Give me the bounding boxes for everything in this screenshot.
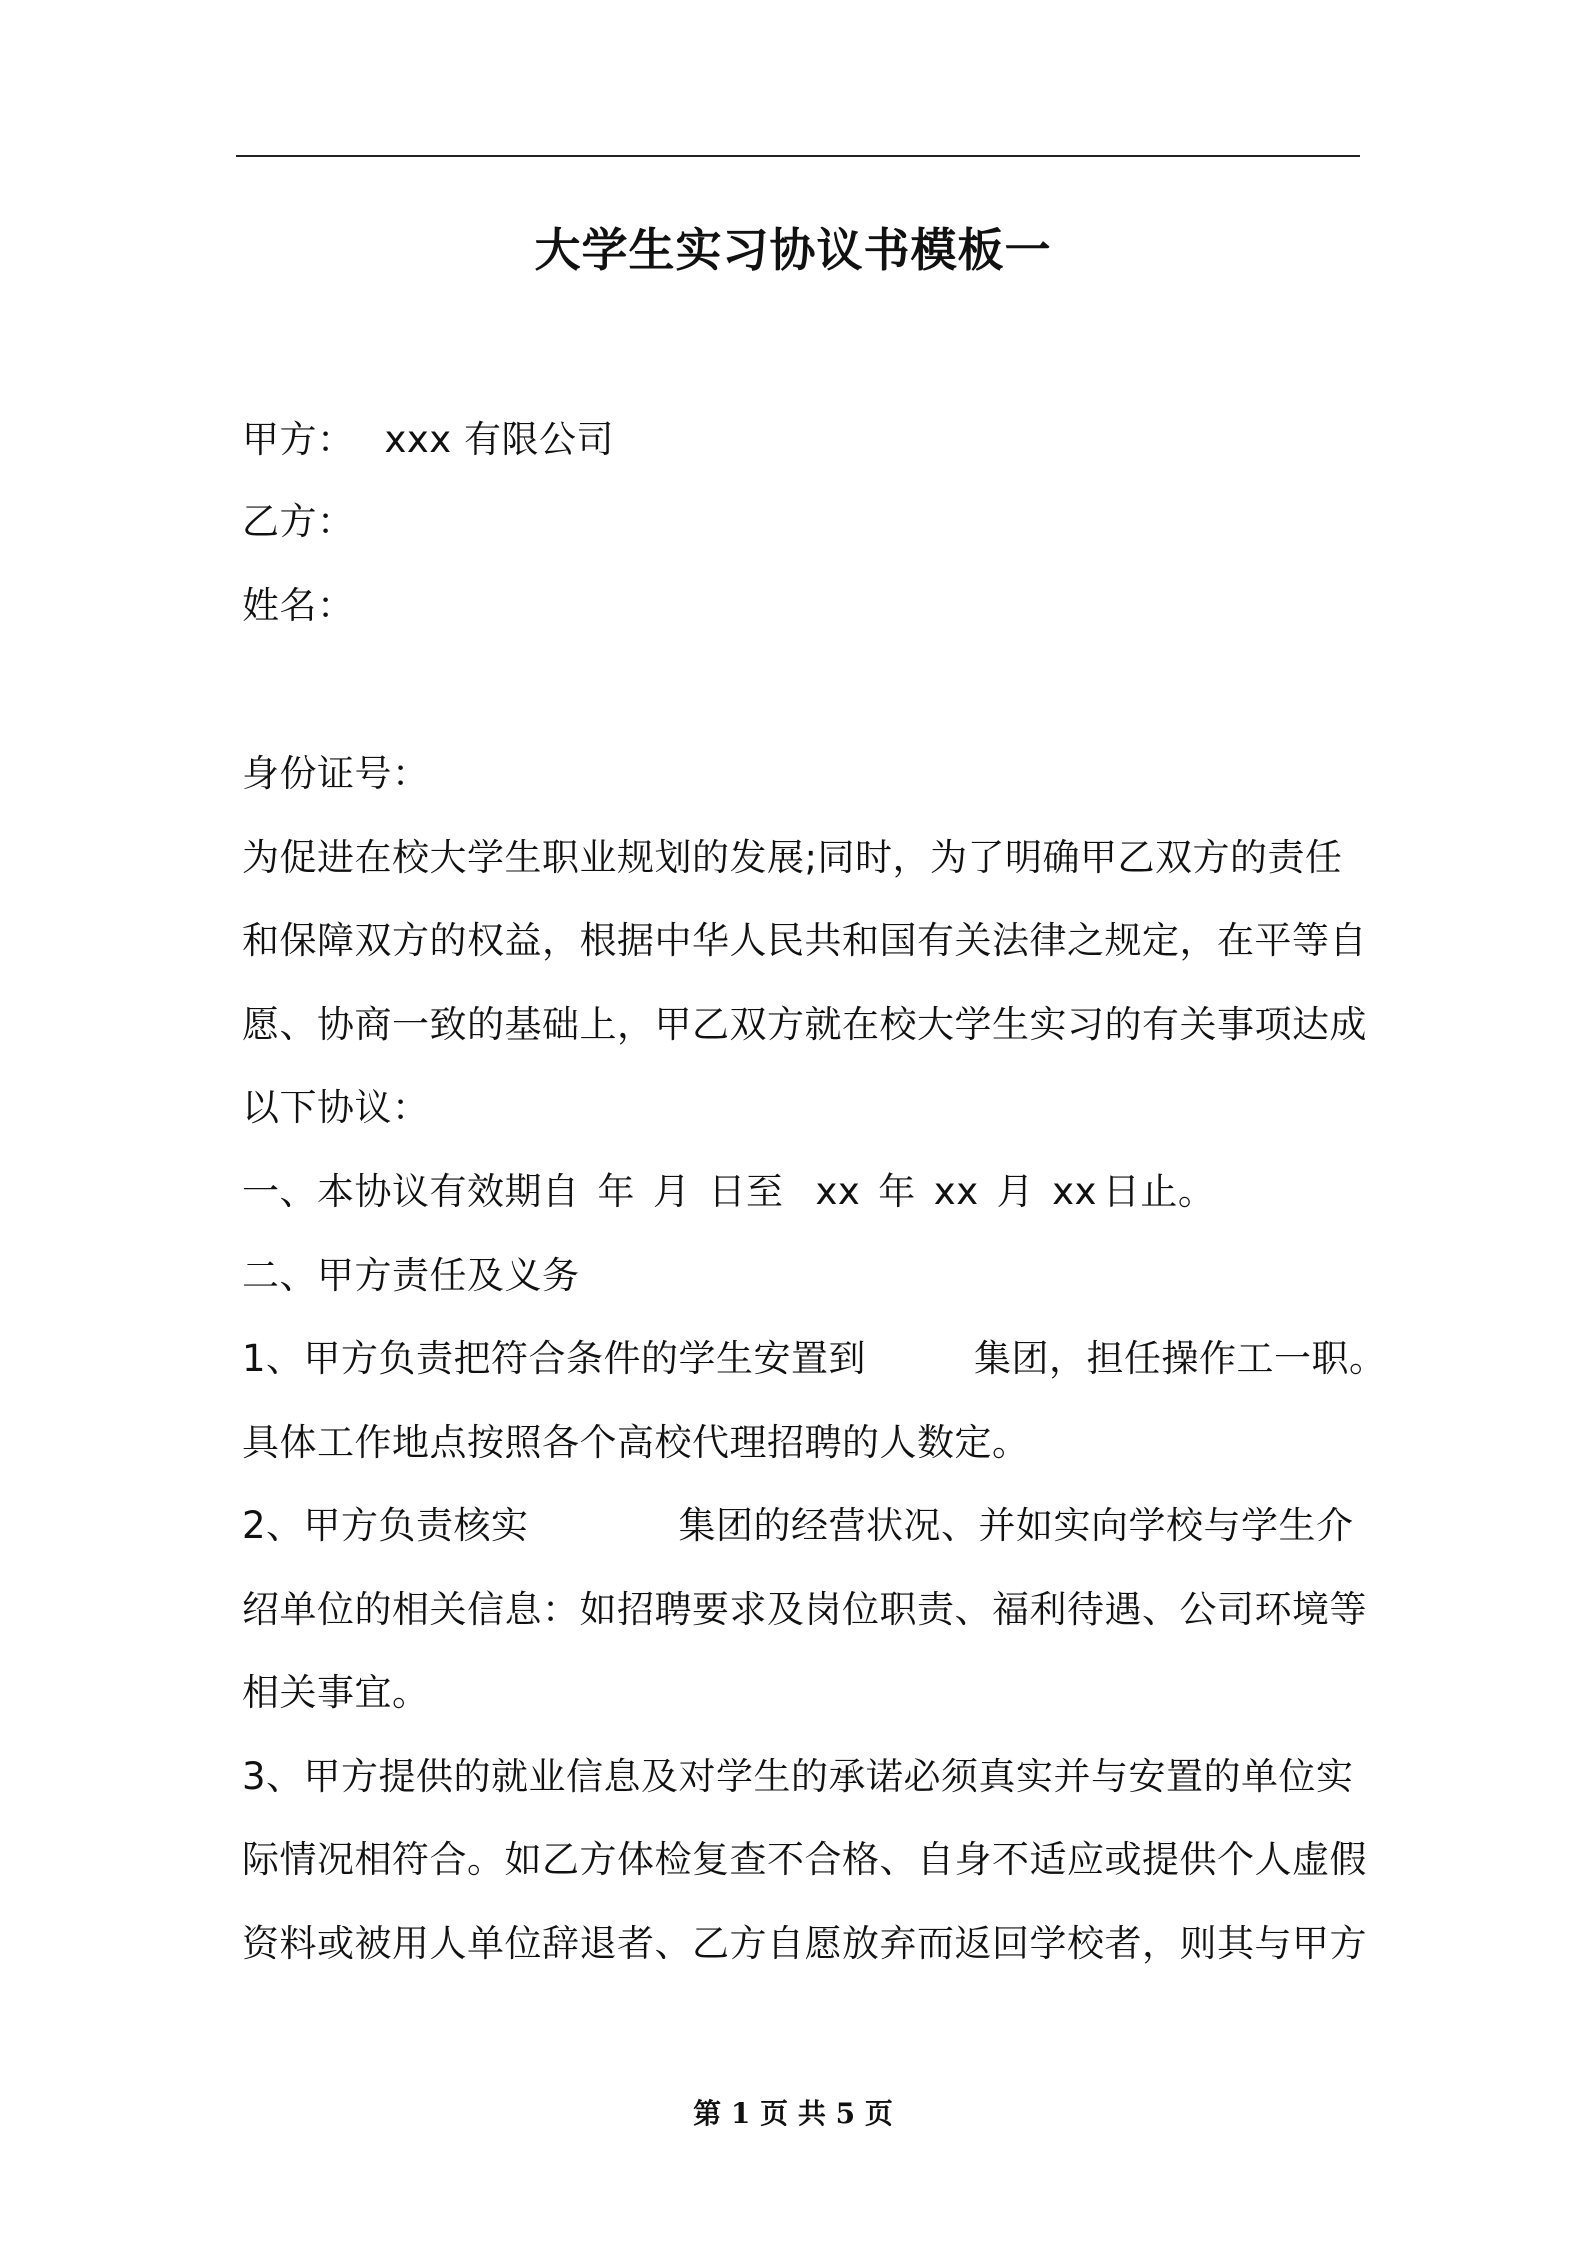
item-2-part-1: 2、甲方负责核实 (242, 1504, 529, 1547)
name-label: 姓名： (242, 584, 355, 627)
item-1-part-2: 集团，担任操作工一职。 (974, 1337, 1387, 1380)
clause-1-line (242, 1166, 1215, 1218)
clause-1-xx-year: xx (815, 1170, 861, 1213)
party-a-line (242, 414, 614, 466)
clause-1-xx-day: xx (1052, 1170, 1097, 1213)
item-2-line-2: 绍单位的相关信息：如招聘要求及岗位职责、福利待遇、公司环境等 (242, 1588, 1367, 1631)
name-line (242, 580, 355, 632)
party-a-value: xxx 有限公司 (384, 418, 614, 461)
item-2-line-3: 相关事宜。 (242, 1671, 430, 1714)
clause-2-heading: 二、甲方责任及义务 (242, 1254, 580, 1297)
item-1-line-2: 具体工作地点按照各个高校代理招聘的人数定。 (242, 1421, 1030, 1464)
clause-1-prefix: 一、本协议有效期自 (242, 1170, 580, 1213)
clause-1-year-1: 年 (597, 1170, 635, 1213)
party-b-line (242, 496, 355, 548)
item-3-line-1: 3、甲方提供的就业信息及对学生的承诺必须真实并与安置的单位实 (242, 1755, 1354, 1798)
party-b-label: 乙方： (242, 500, 355, 543)
intro-line: 和保障双方的权益，根据中华人民共和国有关法律之规定，在平等自 (242, 919, 1367, 962)
id-label: 身份证号： (242, 752, 430, 795)
document-title: 大学生实习协议书模板一 (534, 223, 1052, 277)
clause-1-month-1: 月 (653, 1170, 691, 1213)
clause-1-xx-month: xx (933, 1170, 979, 1213)
id-line (242, 748, 430, 800)
clause-1-suffix: 日止。 (1102, 1170, 1216, 1213)
intro-line: 以下协议： (242, 1086, 430, 1129)
clause-1-month-2: 月 (996, 1170, 1035, 1213)
header-rule (236, 155, 1360, 157)
item-1-line-1 (242, 1333, 1387, 1385)
clause-1-year-2: 年 (878, 1170, 916, 1213)
item-3-line-2: 际情况相符合。如乙方体检复查不合格、自身不适应或提供个人虚假 (242, 1838, 1367, 1881)
item-2-line-1 (242, 1500, 1354, 1552)
item-2-part-2: 集团的经营状况、并如实向学校与学生介 (678, 1504, 1354, 1547)
intro-line: 愿、协商一致的基础上，甲乙双方就在校大学生实习的有关事项达成 (242, 1003, 1367, 1046)
party-a-label: 甲方： (242, 418, 355, 461)
item-3-line-3: 资料或被用人单位辞退者、乙方自愿放弃而返回学校者，则其与甲方 (242, 1922, 1367, 1965)
page-number: 第 1 页 共 5 页 (693, 2097, 893, 2130)
intro-line: 为促进在校大学生职业规划的发展;同时，为了明确甲乙双方的责任 (242, 836, 1343, 879)
item-1-part-1: 1、甲方负责把符合条件的学生安置到 (242, 1337, 867, 1380)
clause-1-day-1: 日至 (708, 1170, 784, 1213)
